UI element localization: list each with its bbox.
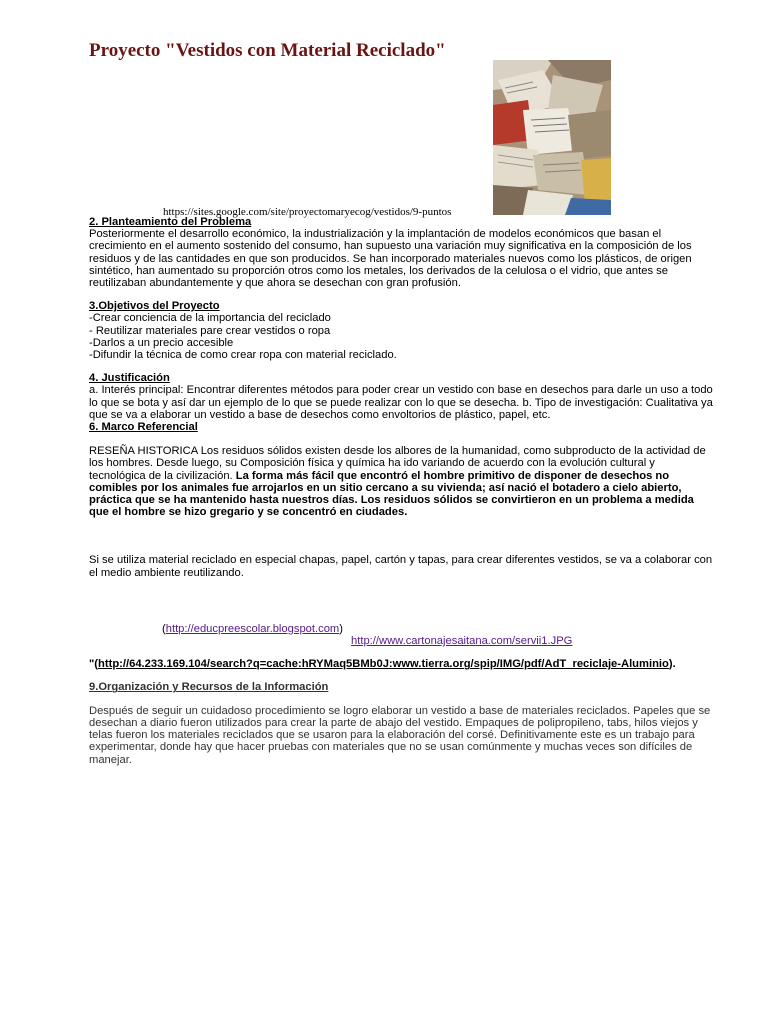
reference-link-educpreescolar[interactable]: http://educpreescolar.blogspot.com bbox=[165, 622, 340, 635]
section-paragraph: Después de seguir un cuidadoso procedimiento se logro elaborar un vestido a base de materiales reciclados. Papeles que se desechan a diario fueron utilizados para crear la parte de abajo del vestido. Empaques de polipropileno, tabs, hilos viejos y telas fueron los materiales reciclados que se usaron para la elaboración del corsé. Definitivamente este es un trabajo para experimentar, donde hay que hacer pruebas con materiales que no se usan comúnmente y muchas veces son difíciles de manejar. bbox=[89, 704, 711, 766]
list-item: -Crear conciencia de la importancia del reciclado bbox=[89, 312, 331, 325]
section-heading: 6. Marco Referencial bbox=[89, 421, 198, 434]
section-planteamiento bbox=[89, 216, 713, 289]
section-heading: 3.Objetivos del Proyecto bbox=[89, 300, 220, 313]
open-paren: ( bbox=[162, 622, 166, 635]
section-objetivos bbox=[89, 300, 713, 361]
quote-prefix: "( bbox=[89, 658, 99, 671]
list-item: - Reutilizar materiales pare crear vestidos o ropa bbox=[89, 324, 331, 337]
reference-line bbox=[89, 635, 713, 647]
recycled-paper-photo bbox=[493, 60, 611, 215]
reference-link-cartonajes[interactable]: http://www.cartonajesaitana.com/servii1.JPG bbox=[351, 635, 573, 648]
history-bold-text: La forma más fácil que encontró el hombre primitivo de disponer de desechos no comibles por los animales fue arrojarlos en un sitio cercano a su vivienda; así nació el botadero a cielo abierto, práctica que se ha mantenido hasta nuestros días. Los residuos sólidos se convirtieron en un problema a medida que el hombre se hizo gregario y se concentró en ciudades. bbox=[89, 469, 694, 519]
list-item: -Darlos a un precio accesible bbox=[89, 336, 234, 349]
document-title: Proyecto "Vestidos con Material Reciclado" bbox=[89, 40, 446, 61]
reference-suffix: ). bbox=[668, 658, 676, 671]
section-heading: 2. Planteamiento del Problema bbox=[89, 216, 252, 228]
section-paragraph: Posteriormente el desarrollo económico, la industrialización y la implantación de modelos económicos que basan el crecimiento en el aumento sostenido del consumo, han supuesto una variación muy significativa en la composición de los residuos y de las cantidades en que son producidos. Se han incorporado materiales nuevos como los plásticos, de origen sintético, han aumentado su proporción otros como los metales, los derivados de la celulosa o el vidrio, que antes se reutilizaban abundantemente y que ahora se desechan con gran profusión. bbox=[89, 228, 692, 290]
section-paragraph: a. Interés principal: Encontrar diferentes métodos para poder crear un vestido con base en desechos para darle un uso a todo lo que se bota y así dar un ejemplo de lo que se puede realizar con lo que se desecha. b. Tipo de investigación: Cualitativa ya que se va a elaborar un vestido a base de desechos como envoltorios de plástico, papel, etc. bbox=[89, 384, 713, 421]
section-heading: 9.Organización y Recursos de la Información bbox=[89, 681, 329, 694]
section-marco-referencial bbox=[89, 421, 713, 518]
reference-line bbox=[89, 623, 713, 635]
reuse-paragraph: Si se utiliza material reciclado en especial chapas, papel, cartón y tapas, para crear diferentes vestidos, se va a colaborar con el medio ambiente reutilizando. bbox=[89, 554, 713, 579]
image-source-caption: https://sites.google.com/site/proyectomaryecog/vestidos/9-puntos bbox=[163, 206, 452, 218]
paper-pile-illustration bbox=[493, 60, 611, 215]
history-text: RESEÑA HISTORICA Los residuos sólidos existen desde los albores de la humanidad, como subproducto de la actividad de los hombres. Desde luego, su Composición física y química ha ido variando de acuerdo con la evolución cultural y tecnológica de la civilización. bbox=[89, 445, 706, 482]
section-paragraph bbox=[89, 445, 713, 518]
reference-aluminio bbox=[89, 658, 713, 670]
list-item: -Difundir la técnica de como crear ropa con material reciclado. bbox=[89, 349, 397, 362]
document-body bbox=[89, 216, 713, 766]
section-heading: 4. Justificación bbox=[89, 372, 170, 385]
section-organizacion bbox=[89, 681, 713, 765]
reference-link-tierra[interactable]: http://64.233.169.104/search?q=cache:hRYMaq5BMb0J:www.tierra.org/spip/IMG/pdf/AdT_reciclaje-Aluminio bbox=[98, 658, 669, 671]
close-paren: ) bbox=[339, 622, 343, 635]
section-justificacion bbox=[89, 372, 713, 421]
